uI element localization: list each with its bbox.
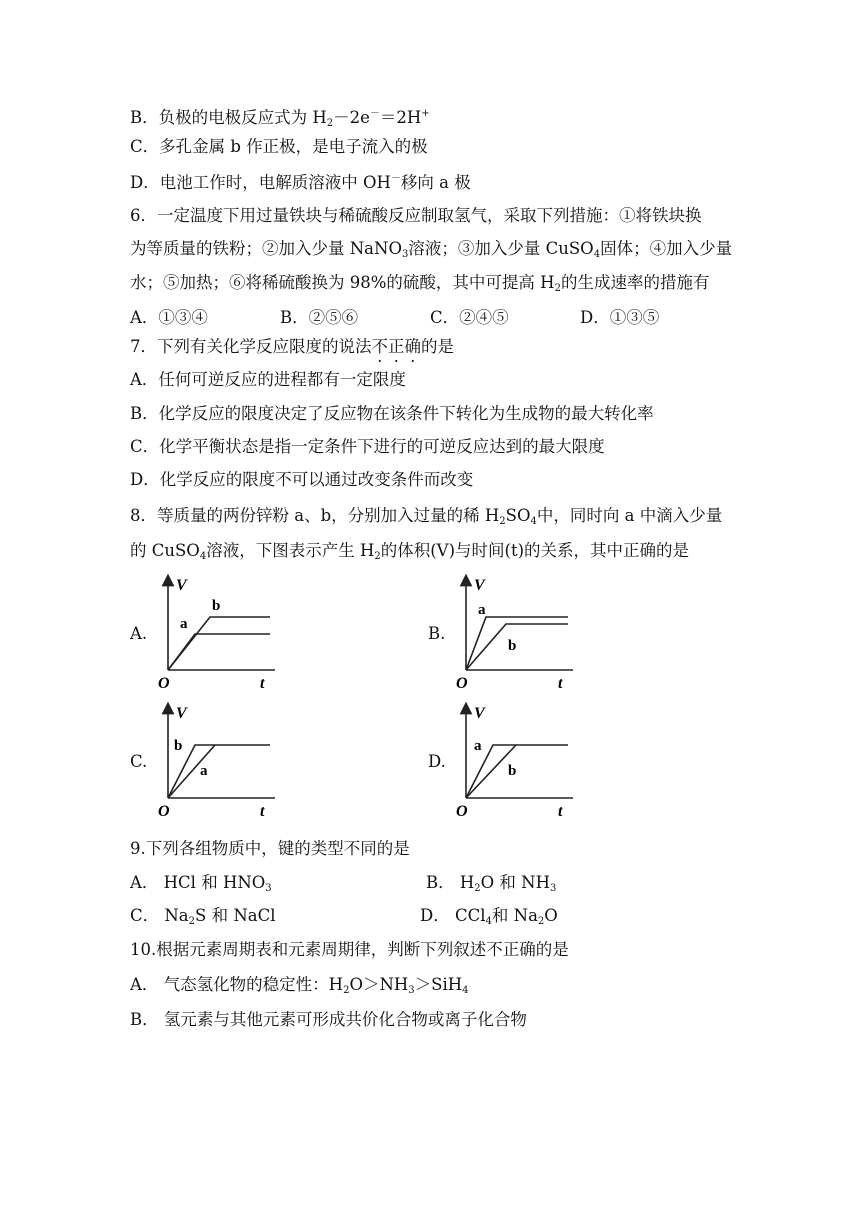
q8-graph-b: [448, 572, 578, 696]
curve-label-bottom: b: [508, 638, 517, 654]
origin-label: O: [456, 675, 468, 692]
q9-option-a: A． HCl 和 $HNO_3$: [130, 873, 272, 894]
q6-line-2: 为等质量的铁粉；②加入少量 NaNO$_3$溶液；③加入少量 CuSO$_4$固体；④加入少量: [130, 239, 733, 260]
q6-option-a: A．①③④: [130, 308, 208, 327]
curve-label-top: a: [474, 738, 482, 754]
q7-stem: 7．下列有关化学反应限度的说法不正确的是: [130, 337, 454, 356]
q10-option-b: B． 氢元素与其他元素可形成共价化合物或离子化合物: [130, 1010, 527, 1029]
q6-option-d: D．①③⑤: [580, 308, 660, 327]
q6-line-1: 6．一定温度下用过量铁块与稀硫酸反应制取氢气，采取下列措施：①将铁块换: [130, 206, 702, 225]
origin-label: O: [158, 803, 170, 820]
q9-stem: 9.下列各组物质中，键的类型不同的是: [130, 839, 410, 858]
axis-v-label: V: [474, 577, 485, 594]
q6-option-b: B．②⑤⑥: [280, 308, 359, 327]
origin-label: O: [158, 675, 170, 692]
axis-t-label: t: [558, 675, 563, 692]
axis-v-label: V: [176, 577, 187, 594]
q7-option-a: A．任何可逆反应的进程都有一定限度: [130, 370, 406, 389]
q9-option-c: C． $Na_2S$ 和 NaCl: [130, 906, 276, 927]
q5-option-d: D．电池工作时，电解质溶液中 OH－移向 a 极: [130, 173, 471, 192]
origin-label: O: [456, 803, 468, 820]
q8-option-b-label: B.: [428, 624, 446, 643]
q10-option-a: A． 气态氢化物的稳定性：$H_2O>NH_3>SiH_4$: [130, 975, 469, 996]
q9-option-d: D． CCl$_4$和 $Na_2O$: [420, 906, 558, 927]
axis-v-label: V: [474, 705, 485, 722]
q8-line-1: 8．等质量的两份锌粉 a、b，分别加入过量的稀 $H_2SO_4$中，同时向 a 中滴入少量: [130, 506, 723, 527]
q8-option-d-label: D.: [428, 752, 446, 771]
q7-option-c: C．化学平衡状态是指一定条件下进行的可逆反应达到的最大限度: [130, 437, 605, 456]
q6-option-c: C．②④⑤: [430, 308, 509, 327]
q9-option-b: B． $H_2O$ 和 $NH_3$: [426, 873, 557, 894]
q8-option-a-label: A.: [130, 624, 148, 643]
q10-stem: 10.根据元素周期表和元素周期律，判断下列叙述不正确的是: [130, 940, 569, 959]
q5-option-b: B．负极的电极反应式为 $H_2-2e^-=2H^+$: [130, 108, 430, 129]
q8-graph-a: [150, 572, 280, 696]
axis-t-label: t: [260, 803, 265, 820]
curve-label-bottom: a: [200, 763, 208, 779]
q5-option-c: C．多孔金属 b 作正极，是电子流入的极: [130, 137, 428, 156]
curve-label-bottom: b: [508, 763, 517, 779]
curve-label-top: a: [478, 602, 486, 618]
q8-line-2: 的 CuSO$_4$溶液，下图表示产生 $H_2$的体积(V)与时间(t)的关系，其中正确的是: [130, 541, 690, 562]
axis-t-label: t: [558, 803, 563, 820]
axis-v-label: V: [176, 705, 187, 722]
curve-label-top: b: [212, 598, 221, 614]
q7-option-d: D．化学反应的限度不可以通过改变条件而改变: [130, 470, 474, 489]
q6-line-3: 水；⑤加热；⑥将稀硫酸换为 98%的硫酸，其中可提高 $H_2$的生成速率的措施有: [130, 273, 710, 294]
q8-graph-d: [448, 700, 578, 824]
q8-option-c-label: C.: [130, 752, 148, 771]
curve-label-top: b: [174, 738, 183, 754]
axis-t-label: t: [260, 675, 265, 692]
q7-option-b: B．化学反应的限度决定了反应物在该条件下转化为生成物的最大转化率: [130, 404, 654, 423]
q8-graph-c: [150, 700, 280, 824]
curve-label-bottom: a: [180, 616, 188, 632]
